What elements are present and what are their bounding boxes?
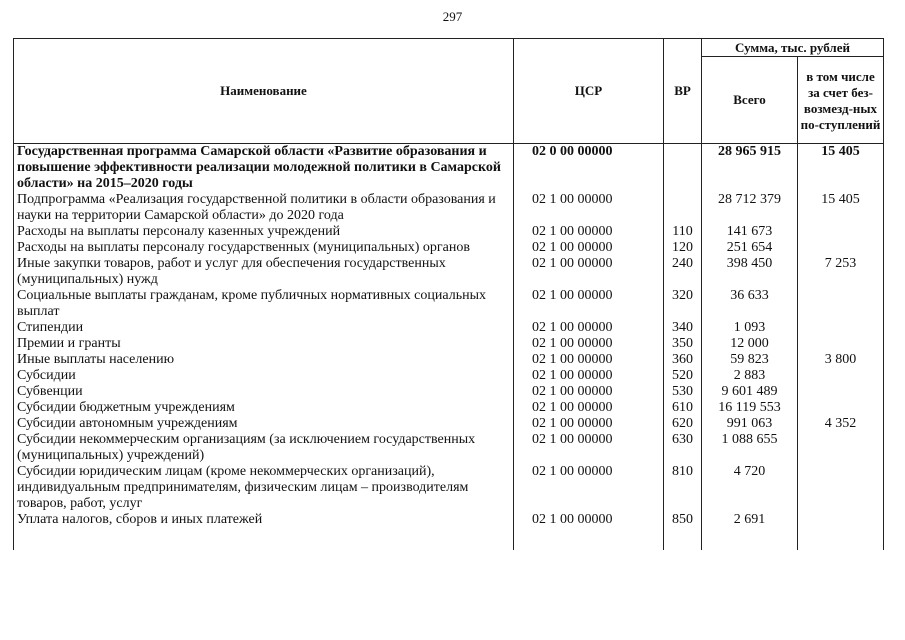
row-vr-cell: 110 (664, 224, 702, 240)
row-name-cell: Субсидии бюджетным учреждениям (14, 400, 514, 416)
row-free-funds-cell (798, 320, 884, 336)
row-csr-cell: 02 1 00 00000 (514, 368, 664, 384)
row-total-cell: 991 063 (702, 416, 798, 432)
row-free-funds-cell (798, 384, 884, 400)
row-csr-cell: 02 1 00 00000 (514, 192, 664, 224)
table-row (14, 288, 884, 320)
header-vr: ВР (664, 39, 702, 144)
row-csr-cell: 02 1 00 00000 (514, 512, 664, 550)
page-number: 297 (442, 9, 463, 24)
row-total-cell: 59 823 (702, 352, 798, 368)
row-free-funds-cell: 15 405 (798, 192, 884, 224)
table-row (14, 352, 884, 368)
row-name-cell: Уплата налогов, сборов и иных платежей (14, 512, 514, 550)
table-row (14, 400, 884, 416)
row-csr-cell: 02 1 00 00000 (514, 416, 664, 432)
row-total-cell: 1 088 655 (702, 432, 798, 464)
row-total-cell: 36 633 (702, 288, 798, 320)
table-row (14, 464, 884, 512)
row-total-cell: 1 093 (702, 320, 798, 336)
table-row (14, 192, 884, 224)
row-name-cell: Субвенции (14, 384, 514, 400)
row-csr-cell: 02 1 00 00000 (514, 400, 664, 416)
row-csr-cell: 02 1 00 00000 (514, 288, 664, 320)
row-vr-cell: 620 (664, 416, 702, 432)
row-csr-cell: 02 1 00 00000 (514, 464, 664, 512)
row-free-funds-cell (798, 336, 884, 352)
row-name-cell: Премии и гранты (14, 336, 514, 352)
row-vr-cell: 360 (664, 352, 702, 368)
row-vr-cell: 350 (664, 336, 702, 352)
row-vr-cell: 320 (664, 288, 702, 320)
row-vr-cell: 850 (664, 512, 702, 550)
row-vr-cell: 530 (664, 384, 702, 400)
row-name-cell: Расходы на выплаты персоналу казенных учреждений (14, 224, 514, 240)
row-csr-cell: 02 1 00 00000 (514, 224, 664, 240)
row-vr-cell: 810 (664, 464, 702, 512)
row-vr-cell: 120 (664, 240, 702, 256)
row-name-cell: Субсидии юридическим лицам (кроме некоммерческих организаций), индивидуальным предпринимателям, физическим лицам – производителям товаров, работ, услуг (14, 464, 514, 512)
row-free-funds-cell: 15 405 (798, 144, 884, 193)
row-free-funds-cell (798, 400, 884, 416)
row-vr-cell: 240 (664, 256, 702, 288)
row-name-cell: Субсидии некоммерческим организациям (за исключением государственных (муниципальных) учреждений) (14, 432, 514, 464)
row-total-cell: 9 601 489 (702, 384, 798, 400)
row-free-funds-cell: 7 253 (798, 256, 884, 288)
header-name: Наименование (14, 39, 514, 144)
row-total-cell: 2 883 (702, 368, 798, 384)
table-body (14, 144, 884, 551)
row-vr-cell (664, 144, 702, 193)
row-vr-cell (664, 192, 702, 224)
table-header (14, 39, 884, 144)
row-name-cell: Подпрограмма «Реализация государственной политики в области образования и науки на территории Самарской области» до 2020 года (14, 192, 514, 224)
row-vr-cell: 520 (664, 368, 702, 384)
row-name-cell: Стипендии (14, 320, 514, 336)
row-free-funds-cell: 3 800 (798, 352, 884, 368)
table-row (14, 368, 884, 384)
table-row (14, 416, 884, 432)
header-sum: Сумма, тыс. рублей (702, 39, 884, 57)
row-total-cell: 251 654 (702, 240, 798, 256)
row-total-cell: 398 450 (702, 256, 798, 288)
table-row (14, 384, 884, 400)
row-free-funds-cell (798, 288, 884, 320)
row-csr-cell: 02 1 00 00000 (514, 336, 664, 352)
header-csr: ЦСР (514, 39, 664, 144)
row-name-cell: Иные выплаты населению (14, 352, 514, 368)
row-csr-cell: 02 1 00 00000 (514, 432, 664, 464)
row-total-cell: 12 000 (702, 336, 798, 352)
budget-table (13, 38, 884, 550)
table-row (14, 144, 884, 193)
row-name-cell: Субсидии (14, 368, 514, 384)
row-name-cell: Иные закупки товаров, работ и услуг для обеспечения государственных (муниципальных) нужд (14, 256, 514, 288)
table-row (14, 336, 884, 352)
row-total-cell: 28 965 915 (702, 144, 798, 193)
row-csr-cell: 02 1 00 00000 (514, 320, 664, 336)
row-csr-cell: 02 1 00 00000 (514, 384, 664, 400)
header-total: Всего (702, 57, 798, 144)
table-row (14, 224, 884, 240)
table-row (14, 320, 884, 336)
row-vr-cell: 630 (664, 432, 702, 464)
row-csr-cell: 02 1 00 00000 (514, 352, 664, 368)
header-free-funds: в том числе за счет без-возмезд-ных по-ступлений (798, 57, 884, 144)
row-vr-cell: 610 (664, 400, 702, 416)
row-name-cell: Государственная программа Самарской области «Развитие образования и повышение эффективности реализации молодежной политики в Самарской области» на 2015–2020 годы (14, 144, 514, 193)
row-vr-cell: 340 (664, 320, 702, 336)
table-row (14, 432, 884, 464)
row-free-funds-cell (798, 512, 884, 550)
row-total-cell: 28 712 379 (702, 192, 798, 224)
row-csr-cell: 02 1 00 00000 (514, 256, 664, 288)
row-csr-cell: 02 0 00 00000 (514, 144, 664, 193)
row-free-funds-cell (798, 224, 884, 240)
row-name-cell: Расходы на выплаты персоналу государственных (муниципальных) органов (14, 240, 514, 256)
row-total-cell: 2 691 (702, 512, 798, 550)
row-csr-cell: 02 1 00 00000 (514, 240, 664, 256)
row-total-cell: 16 119 553 (702, 400, 798, 416)
table-row (14, 240, 884, 256)
row-name-cell: Социальные выплаты гражданам, кроме публичных нормативных социальных выплат (14, 288, 514, 320)
row-free-funds-cell (798, 368, 884, 384)
row-total-cell: 4 720 (702, 464, 798, 512)
table-row (14, 256, 884, 288)
table-row (14, 512, 884, 550)
row-free-funds-cell: 4 352 (798, 416, 884, 432)
row-total-cell: 141 673 (702, 224, 798, 240)
row-name-cell: Субсидии автономным учреждениям (14, 416, 514, 432)
row-free-funds-cell (798, 432, 884, 464)
row-free-funds-cell (798, 240, 884, 256)
row-free-funds-cell (798, 464, 884, 512)
